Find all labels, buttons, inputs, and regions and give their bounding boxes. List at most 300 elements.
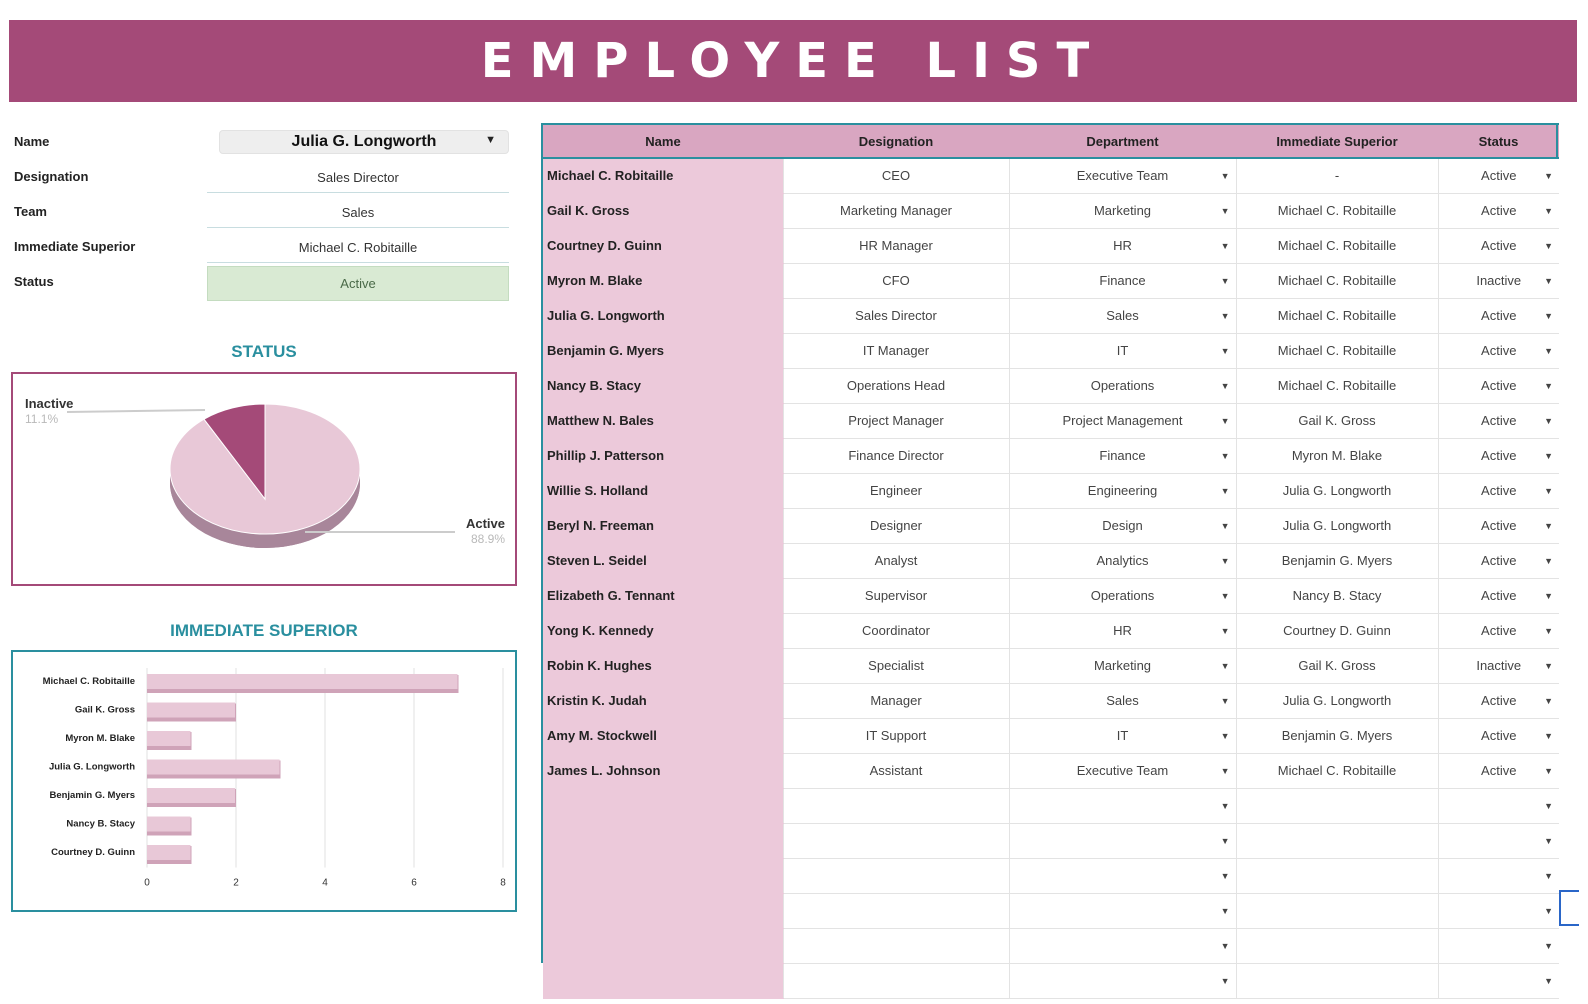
cell-department[interactable] [1009,403,1236,438]
cell-name[interactable] [543,333,783,368]
dropdown-caret-icon[interactable]: ▼ [1544,520,1553,531]
dropdown-caret-icon[interactable]: ▼ [1220,520,1230,531]
bar[interactable] [147,760,280,775]
dropdown-caret-icon[interactable]: ▼ [1544,625,1553,636]
cell-name[interactable] [543,683,783,718]
cell-superior-text: Michael C. Robitaille [1277,203,1397,218]
cell-status-text: Active [1481,483,1517,498]
dropdown-caret-icon[interactable]: ▼ [1220,940,1230,951]
cell-status-text: Inactive [1476,658,1522,673]
dropdown-caret-icon[interactable]: ▼ [1220,485,1230,496]
cell-name[interactable] [543,228,783,263]
cell-status[interactable] [1438,228,1559,263]
table-row [543,473,1559,508]
cell-name[interactable] [543,543,783,578]
cell-department-text: Engineering [1087,483,1158,498]
cell-status[interactable] [1438,403,1559,438]
cell-designation-text: CEO [881,168,911,184]
cell-status[interactable] [1438,578,1559,613]
superior-value[interactable]: Michael C. Robitaille [207,232,509,263]
cell-department[interactable] [1009,893,1236,928]
cell-designation[interactable] [783,158,1009,193]
cell-status[interactable] [1438,893,1559,928]
dropdown-caret-icon[interactable]: ▼ [1220,835,1230,846]
table-row [543,228,1559,263]
cell-name[interactable] [543,578,783,613]
cell-department[interactable] [1009,648,1236,683]
cell-name-text: Robin K. Hughes [547,658,652,673]
header-department[interactable]: Department [1009,124,1236,158]
cell-department-text: Operations [1090,378,1155,393]
table-row [543,193,1559,228]
status-pie-svg [13,374,515,584]
cell-department[interactable] [1009,543,1236,578]
cell-designation[interactable] [783,718,1009,753]
dropdown-caret-icon[interactable]: ▼ [1220,380,1230,391]
cell-status-text: Active [1481,413,1517,428]
dropdown-caret-icon[interactable]: ▼ [1220,730,1230,741]
cell-status[interactable] [1438,473,1559,508]
cell-status-text: Active [1481,693,1517,708]
cell-superior[interactable] [1236,928,1438,963]
team-label: Team [14,204,47,219]
dropdown-caret-icon[interactable]: ▼ [1544,555,1553,566]
dropdown-caret-icon[interactable]: ▼ [1220,415,1230,426]
cell-superior[interactable] [1236,823,1438,858]
cell-status[interactable] [1438,718,1559,753]
cell-designation-text: Analyst [874,553,918,568]
dropdown-caret-icon[interactable]: ▼ [1220,240,1230,251]
cell-status-text: Active [1481,343,1517,358]
cell-superior-text: Michael C. Robitaille [1277,238,1397,253]
cell-superior[interactable] [1236,788,1438,823]
cell-superior[interactable] [1236,508,1438,543]
dropdown-caret-icon[interactable]: ▼ [1544,660,1553,671]
dropdown-caret-icon[interactable]: ▼ [1220,695,1230,706]
cell-department[interactable] [1009,928,1236,963]
cell-superior-text: Michael C. Robitaille [1277,273,1397,288]
cell-name-text: James L. Johnson [547,763,661,778]
superior-bar-chart[interactable] [11,650,517,912]
header-name[interactable]: Name [543,124,783,158]
superior-chart-title: IMMEDIATE SUPERIOR [170,621,358,640]
cell-department-text: Design [1102,518,1143,533]
cell-department-text: Executive Team [1076,168,1169,184]
cell-name[interactable] [543,403,783,438]
cell-department[interactable] [1009,508,1236,543]
cell-designation-text: Supervisor [864,588,928,603]
cell-status[interactable] [1438,438,1559,473]
cell-superior[interactable] [1236,578,1438,613]
table-row [543,858,1559,893]
cell-name-text: Benjamin G. Myers [547,343,665,358]
cell-status[interactable] [1438,753,1559,788]
dropdown-caret-icon[interactable]: ▼ [1544,205,1553,216]
cell-superior[interactable] [1236,718,1438,753]
dropdown-caret-icon[interactable]: ▼ [1220,555,1230,566]
header-status[interactable]: Status [1438,124,1559,158]
dropdown-caret-icon[interactable]: ▼ [1220,660,1230,671]
bar[interactable] [147,817,191,832]
cell-designation[interactable] [783,473,1009,508]
cell-department-text: IT [1116,343,1129,358]
table-row [543,508,1559,543]
dropdown-caret-icon[interactable]: ▼ [1220,765,1230,776]
table-row [543,438,1559,473]
table-row [543,893,1559,928]
cell-name[interactable] [543,473,783,508]
cell-department[interactable] [1009,858,1236,893]
bar[interactable] [147,731,191,746]
cell-status-text: Active [1481,203,1517,218]
cell-designation[interactable] [783,823,1009,858]
team-value[interactable]: Sales [207,197,509,228]
status-row [12,264,518,299]
cell-name[interactable] [543,893,783,928]
superior-row [12,229,518,264]
cell-name[interactable] [543,753,783,788]
header-immediate-superior[interactable]: Immediate Superior [1236,124,1438,158]
name-row [12,124,518,159]
cell-name[interactable] [543,298,783,333]
page-title-banner [9,20,1577,102]
cell-designation[interactable] [783,368,1009,403]
cell-designation-text: IT Support [865,728,927,743]
cell-department-text: Sales [1106,693,1139,708]
cell-designation[interactable] [783,333,1009,368]
cell-designation-text: Specialist [868,658,924,673]
cell-status[interactable] [1438,333,1559,368]
x-tick-label: 0 [144,877,150,889]
cell-designation[interactable] [783,788,1009,823]
cell-status-text: Active [1481,308,1517,323]
dropdown-caret-icon[interactable]: ▼ [1544,905,1553,916]
cell-name[interactable] [543,613,783,648]
cell-name[interactable] [543,858,783,893]
cell-department-text: IT [1116,728,1129,743]
dropdown-caret-icon[interactable]: ▼ [1544,450,1553,461]
cell-department[interactable] [1009,473,1236,508]
cell-status[interactable] [1438,858,1559,893]
cell-superior[interactable] [1236,543,1438,578]
cell-superior-text: Julia G. Longworth [1282,483,1392,498]
cell-status[interactable] [1438,648,1559,683]
dropdown-caret-icon[interactable]: ▼ [1544,380,1553,391]
cell-designation[interactable] [783,438,1009,473]
y-category-label: Gail K. Gross [74,704,135,716]
cell-name[interactable] [543,193,783,228]
y-category-label: Nancy B. Stacy [66,818,135,830]
cell-superior[interactable] [1236,648,1438,683]
cell-designation-text: Manager [870,693,922,708]
cell-status[interactable] [1438,368,1559,403]
cell-superior-text: Michael C. Robitaille [1277,763,1397,778]
cell-superior-text: Nancy B. Stacy [1292,588,1382,603]
table-row [543,928,1559,963]
cell-superior[interactable] [1236,893,1438,928]
table-row [543,333,1559,368]
pie-percent-active: 88.9% [470,532,505,546]
page-title: EMPLOYEE LIST [480,33,1106,89]
cell-designation[interactable] [783,403,1009,438]
y-category-label: Myron M. Blake [65,733,135,744]
cell-name[interactable] [543,263,783,298]
cell-designation[interactable] [783,683,1009,718]
cell-superior[interactable] [1236,683,1438,718]
cell-department[interactable] [1009,438,1236,473]
cell-status[interactable] [1438,298,1559,333]
dropdown-caret-icon[interactable]: ▼ [1544,485,1553,496]
cell-superior[interactable] [1236,368,1438,403]
cell-designation[interactable] [783,613,1009,648]
dropdown-caret-icon[interactable]: ▼ [1544,835,1553,846]
cell-department-text: HR [1113,238,1132,253]
bar[interactable] [147,674,458,689]
table-row [543,403,1559,438]
status-value[interactable]: Active [207,266,509,301]
dropdown-caret-icon[interactable]: ▼ [1220,870,1230,881]
cell-status-text: Active [1481,588,1517,603]
cell-designation[interactable] [783,753,1009,788]
cell-department[interactable] [1009,333,1236,368]
cell-designation[interactable] [783,193,1009,228]
employee-table [543,123,1559,999]
cell-name[interactable] [543,718,783,753]
cell-name-text: Myron M. Blake [547,273,643,288]
dropdown-caret-icon[interactable]: ▼ [1544,870,1553,881]
cell-department[interactable] [1009,683,1236,718]
cell-superior[interactable] [1236,753,1438,788]
dropdown-caret-icon[interactable]: ▼ [1544,695,1553,706]
cell-name-text: Michael C. Robitaille [547,168,674,184]
cell-name[interactable] [543,928,783,963]
status-pie-chart[interactable] [11,372,517,586]
dropdown-caret-icon[interactable]: ▼ [1544,275,1553,286]
dropdown-caret-icon[interactable]: ▼ [1220,905,1230,916]
cell-department-text: Marketing [1093,203,1152,218]
designation-value[interactable]: Sales Director [207,162,509,193]
cell-designation[interactable] [783,578,1009,613]
bar[interactable] [147,703,235,718]
dropdown-caret-icon[interactable]: ▼ [1220,345,1230,356]
dropdown-caret-icon[interactable]: ▼ [1544,975,1553,986]
dropdown-caret-icon[interactable]: ▼ [1544,730,1553,741]
x-tick-label: 4 [322,877,328,889]
superior-label: Immediate Superior [14,239,136,254]
cell-superior[interactable] [1236,333,1438,368]
cell-designation[interactable] [783,963,1009,998]
cell-department[interactable] [1009,263,1236,298]
cell-department[interactable] [1009,718,1236,753]
cell-name-text: Willie S. Holland [547,483,649,498]
cell-department-text: Finance [1099,273,1146,288]
table-row [543,158,1559,193]
dropdown-caret-icon[interactable]: ▼ [1220,590,1230,601]
cell-department[interactable] [1009,578,1236,613]
cell-designation[interactable] [783,298,1009,333]
cell-department[interactable] [1009,228,1236,263]
table-row [543,753,1559,788]
cell-status-text: Active [1481,728,1517,743]
x-tick-label: 8 [500,877,506,889]
dropdown-caret-icon[interactable]: ▼ [1544,415,1553,426]
employee-table-container [543,123,1578,1003]
cell-department-text: Sales [1106,308,1139,323]
cell-department[interactable] [1009,613,1236,648]
cell-name[interactable] [543,508,783,543]
dropdown-caret-icon[interactable]: ▼ [1544,940,1553,951]
cell-superior[interactable] [1236,158,1438,193]
cell-name-text: Julia G. Longworth [547,308,665,323]
cell-designation[interactable] [783,893,1009,928]
cell-superior[interactable] [1236,473,1438,508]
table-row [543,683,1559,718]
cell-department-text: Marketing [1093,658,1152,673]
name-label: Name [14,134,50,149]
cell-superior-text: Michael C. Robitaille [1277,308,1397,323]
cell-department[interactable] [1009,963,1236,998]
y-category-label: Benjamin G. Myers [49,790,135,801]
dropdown-caret-icon[interactable]: ▼ [1544,590,1553,601]
x-tick-label: 6 [411,877,417,889]
cell-status[interactable] [1438,543,1559,578]
cell-status-text: Active [1481,518,1517,533]
cell-department[interactable] [1009,298,1236,333]
table-row [543,823,1559,858]
dropdown-caret-icon[interactable]: ▼ [1544,800,1553,811]
cell-name-text: Amy M. Stockwell [547,728,657,743]
cell-superior-text: Julia G. Longworth [1282,693,1392,708]
cell-name[interactable] [543,823,783,858]
cell-superior-text: Courtney D. Guinn [1283,623,1391,638]
dropdown-caret-icon[interactable]: ▼ [1220,275,1230,286]
cell-status[interactable] [1438,158,1559,193]
cell-department[interactable] [1009,368,1236,403]
cell-status-text: Active [1481,238,1517,253]
cell-superior[interactable] [1236,858,1438,893]
y-category-label: Courtney D. Guinn [51,847,135,858]
pie-label-active: Active [465,516,505,531]
table-row [543,963,1559,998]
cell-name[interactable] [543,158,783,193]
name-dropdown[interactable] [219,130,509,154]
cell-status[interactable] [1438,613,1559,648]
caret-down-icon[interactable]: ▼ [485,134,496,146]
cell-status[interactable] [1438,683,1559,718]
cell-superior[interactable] [1236,403,1438,438]
cell-name[interactable] [543,438,783,473]
cell-department-text: Project Management [1062,413,1183,428]
cell-superior-text: - [1334,168,1340,184]
table-row [543,613,1559,648]
cell-name-text: Steven L. Seidel [547,553,647,568]
cell-name-text: Phillip J. Patterson [547,448,665,463]
cell-status[interactable] [1438,788,1559,823]
dropdown-caret-icon[interactable]: ▼ [1544,765,1553,776]
cell-name[interactable] [543,963,783,998]
cell-superior[interactable] [1236,438,1438,473]
cell-name-text: Beryl N. Freeman [547,518,654,533]
cell-designation[interactable] [783,928,1009,963]
cell-superior[interactable] [1236,263,1438,298]
cell-name[interactable] [543,788,783,823]
cell-status[interactable] [1438,508,1559,543]
cell-department[interactable] [1009,788,1236,823]
dropdown-caret-icon[interactable]: ▼ [1220,171,1230,181]
bar[interactable] [147,845,191,860]
cell-designation[interactable] [783,263,1009,298]
cell-superior-text: Gail K. Gross [1298,413,1376,428]
pie-leader-line [67,410,205,412]
y-category-label: Michael C. Robitaille [42,676,135,687]
cell-department[interactable] [1009,158,1236,193]
table-row [543,578,1559,613]
dropdown-caret-icon[interactable]: ▼ [1544,345,1553,356]
cell-superior[interactable] [1236,193,1438,228]
cell-status[interactable] [1438,823,1559,858]
dropdown-caret-icon[interactable]: ▼ [1220,625,1230,636]
header-designation[interactable]: Designation [783,124,1009,158]
cell-status[interactable] [1438,928,1559,963]
cell-status-text: Active [1481,168,1517,184]
cell-superior-text: Benjamin G. Myers [1281,728,1393,743]
cell-status-text: Active [1481,623,1517,638]
dropdown-caret-icon[interactable]: ▼ [1220,450,1230,461]
cell-designation[interactable] [783,648,1009,683]
cell-designation-text: IT Manager [862,343,930,358]
cell-status-text: Active [1481,553,1517,568]
cell-name[interactable] [543,368,783,403]
table-right-border [1556,123,1558,159]
dropdown-caret-icon[interactable]: ▼ [1544,310,1553,321]
cell-status-text: Active [1481,448,1517,463]
cell-status-text: Inactive [1476,273,1522,288]
x-tick-label: 2 [233,877,239,889]
cell-designation[interactable] [783,543,1009,578]
cell-name-text: Kristin K. Judah [547,693,647,708]
dropdown-caret-icon[interactable]: ▼ [1220,310,1230,321]
cell-status-text: Active [1481,378,1517,393]
dropdown-caret-icon[interactable]: ▼ [1220,800,1230,811]
cell-department[interactable] [1009,753,1236,788]
cell-designation-text: Finance Director [848,448,944,463]
cell-designation[interactable] [783,228,1009,263]
pie-label-inactive: Inactive [25,396,74,411]
cell-name-text: Courtney D. Guinn [547,238,662,253]
dropdown-caret-icon[interactable]: ▼ [1544,240,1553,251]
cell-name-text: Matthew N. Bales [547,413,654,428]
cell-name[interactable] [543,648,783,683]
dropdown-caret-icon[interactable]: ▼ [1544,171,1553,181]
dropdown-caret-icon[interactable]: ▼ [1220,205,1230,216]
cell-superior[interactable] [1236,613,1438,648]
cell-status[interactable] [1438,963,1559,998]
cell-department[interactable] [1009,193,1236,228]
cell-status[interactable] [1438,263,1559,298]
cell-status-text: Active [1481,763,1517,778]
cell-superior[interactable] [1236,298,1438,333]
dropdown-caret-icon[interactable]: ▼ [1220,975,1230,986]
cell-department[interactable] [1009,823,1236,858]
cell-designation[interactable] [783,858,1009,893]
cell-status[interactable] [1438,193,1559,228]
table-row [543,298,1559,333]
cell-superior[interactable] [1236,963,1438,998]
cell-superior[interactable] [1236,228,1438,263]
cell-designation[interactable] [783,508,1009,543]
bar[interactable] [147,788,235,803]
cell-department-text: HR [1113,623,1132,638]
